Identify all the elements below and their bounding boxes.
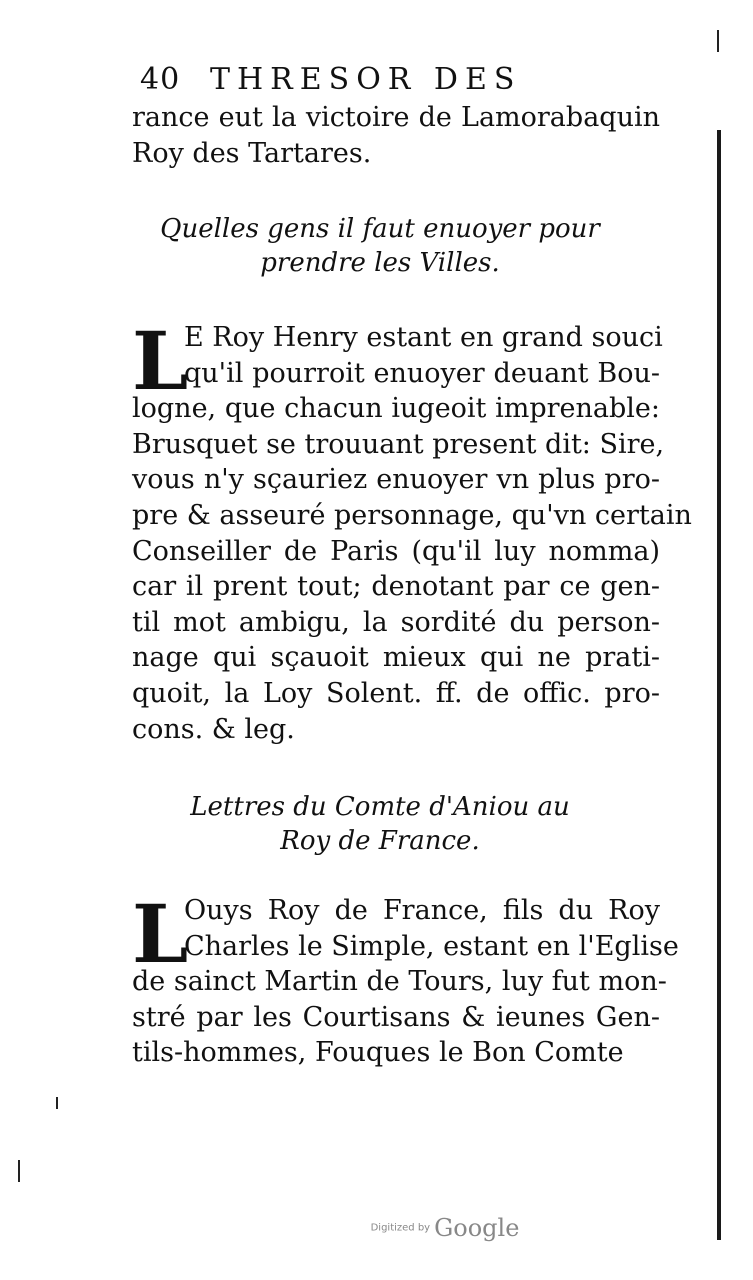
text-line: til mot ambigu, la sordité du person-: [132, 606, 660, 638]
text-line: cons. & leg.: [132, 713, 295, 745]
section-heading-2: [130, 790, 630, 858]
heading-line: Roy de France.: [280, 826, 480, 856]
text-line: pre & asseuré personnage, qu'vn certain: [132, 499, 692, 531]
drop-cap: L: [132, 887, 189, 981]
page-edge-shadow: [717, 130, 721, 1240]
digitized-label: Digitized by: [370, 1222, 431, 1234]
text-line: logne, que chacun iugeoit imprenable:: [132, 393, 660, 425]
paragraph-2: [132, 887, 679, 1071]
text-line: nage qui sçauoit mieux qui ne prati-: [132, 642, 660, 674]
digitized-watermark: [360, 1214, 530, 1242]
text-line: stré par les Courtisans & ieunes Gen-: [132, 1001, 660, 1033]
text-line: vous n'y sçauriez enuoyer vn plus pro-: [132, 464, 660, 496]
text-line: Conseiller de Paris (qu'il luy nomma): [132, 535, 660, 567]
edge-mark: [717, 30, 719, 52]
text-line: rance eut la victoire de Lamorabaquin: [132, 102, 660, 133]
text-line: Ouys Roy de France, fils du Roy: [184, 895, 660, 926]
section-heading-1: [130, 212, 630, 280]
paragraph-1: [132, 314, 692, 747]
text-line: tils-hommes, Fouques le Bon Comte: [132, 1037, 624, 1069]
text-line: car il prent tout; denotant par ce gen-: [132, 571, 660, 603]
drop-cap: L: [132, 314, 189, 408]
heading-line: Quelles gens il faut enuoyer pour: [160, 214, 600, 244]
edge-mark: [56, 1097, 58, 1109]
heading-line: Lettres du Comte d'Aniou au: [190, 792, 570, 822]
text-line: Roy des Tartares.: [132, 137, 372, 169]
running-head: [140, 60, 580, 100]
continuation-text: [132, 100, 660, 171]
running-title: THRESOR DES: [210, 62, 522, 97]
text-line: E Roy Henry estant en grand souci: [184, 322, 663, 353]
text-line: Charles le Simple, estant en l'Eglise: [184, 930, 679, 962]
text-line: quoit, la Loy Solent. ff. de offic. pro-: [132, 677, 660, 709]
text-line: de sainct Martin de Tours, luy fut mon-: [132, 966, 667, 998]
edge-mark: [18, 1160, 20, 1182]
heading-line: prendre les Villes.: [260, 248, 500, 278]
google-logo: Google: [434, 1214, 520, 1242]
text-line: Brusquet se trouuant present dit: Sire,: [132, 428, 665, 460]
text-line: qu'il pourroit enuoyer deuant Bou-: [184, 357, 660, 389]
page-number: 40: [140, 62, 181, 97]
